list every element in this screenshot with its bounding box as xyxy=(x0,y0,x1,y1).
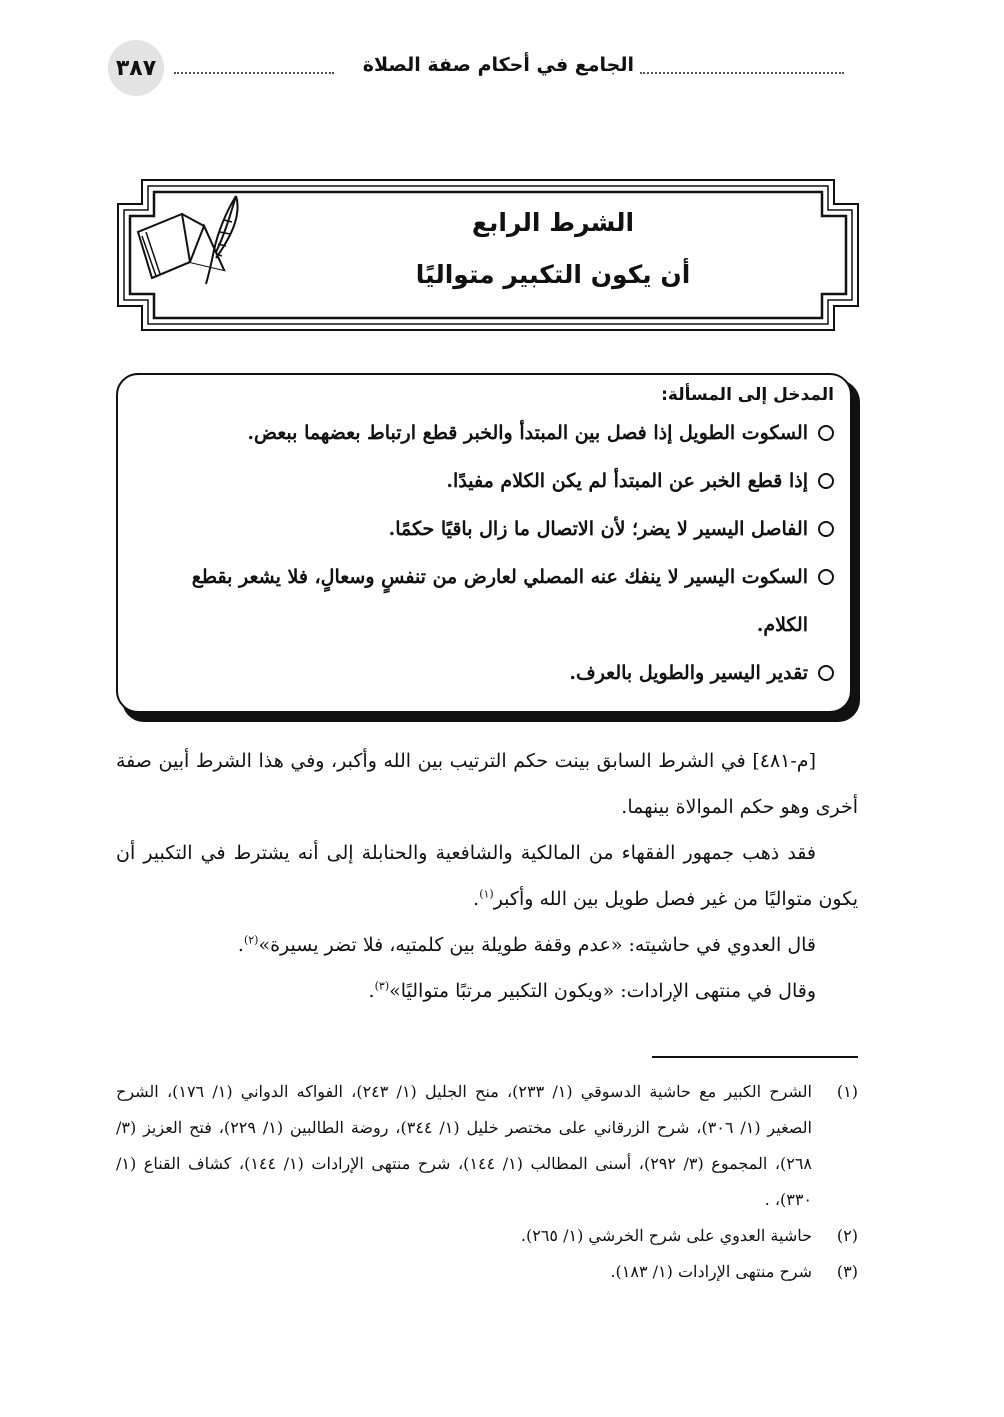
paragraph: وقال في منتهى الإرادات: «ويكون التكبير مرتبًا متواليًا»$^{(٣)}$. xyxy=(368,979,816,1002)
circle-bullet-icon xyxy=(818,665,834,681)
list-item: السكوت اليسير لا ينفك عنه المصلي لعارض من تنفسٍ وسعالٍ، فلا يشعر بقطع الكلام. xyxy=(136,553,834,649)
entry-heading: المدخل إلى المسألة: xyxy=(661,385,834,405)
footnote-text: الشرح الكبير مع حاشية الدسوقي (١/ ٢٣٣)، منح الجليل (١/ ٢٤٣)، الفواكه الدواني (١/ ١٧٦)، الشرح الصغير (١/ ٣٠٦)، شرح الزرقاني على مختصر خليل (١/ ٣٤٤)، روضة الطالبين (١/ ٢٢٩)، فتح العزيز (٣/ ٢٦٨)، المجموع (٣/ ٢٩٢)، أسنى المطالب (١/ ١٤٤)، شرح منتهى الإرادات (١/ ١٤٤)، كشاف القناع (١/ ٣٣٠)، . xyxy=(116,1082,813,1209)
paragraph: فقد ذهب جمهور الفقهاء من المالكية والشافعية والحنابلة إلى أنه يشترط في التكبير أن يكون متواليًا من غير فصل طويل بين الله وأكبر$^{(١)}$. xyxy=(116,842,858,910)
footnote-text: شرح منتهى الإرادات (١/ ١٨٣). xyxy=(610,1262,812,1281)
footnote-number: (١) xyxy=(836,1082,858,1101)
footnote-ref[interactable]: (٢) xyxy=(243,933,259,947)
page-header xyxy=(108,40,844,96)
section-title-frame xyxy=(116,178,860,332)
circle-bullet-icon xyxy=(818,473,834,489)
circle-bullet-icon xyxy=(818,569,834,585)
circle-bullet-icon xyxy=(818,425,834,441)
entry-list xyxy=(136,409,834,697)
book-quill-icon xyxy=(132,192,250,296)
section-title: الشرط الرابع xyxy=(471,208,635,237)
footnote-text: حاشية العدوي على شرح الخرشي (١/ ٢٦٥). xyxy=(520,1226,812,1245)
list-item: تقدير اليسير والطويل بالعرف. xyxy=(136,649,834,697)
footnote xyxy=(116,1218,858,1254)
header-dotted-line xyxy=(174,72,334,74)
paragraph: [م-٤٨١] في الشرط السابق بينت حكم الترتيب بين الله وأكبر، وفي هذا الشرط أبين صفة أخرى وهو حكم الموالاة بينهما. xyxy=(116,750,858,818)
entry-box xyxy=(116,373,852,713)
list-item: إذا قطع الخبر عن المبتدأ لم يكن الكلام مفيدًا. xyxy=(136,457,834,505)
page-number: ٣٨٧ xyxy=(108,40,164,96)
footnote-number: (٢) xyxy=(836,1226,858,1245)
circle-bullet-icon xyxy=(818,521,834,537)
section-subtitle: أن يكون التكبير متواليًا xyxy=(415,260,691,289)
footnote xyxy=(116,1074,858,1218)
paragraph: قال العدوي في حاشيته: «عدم وقفة طويلة بين كلمتيه، فلا تضر يسيرة»$^{(٢)}$. xyxy=(237,933,816,956)
body-text xyxy=(116,738,858,1014)
running-title: الجامع في أحكام صفة الصلاة xyxy=(362,54,634,76)
footnote-ref[interactable]: (١) xyxy=(479,887,494,901)
header-dotted-line xyxy=(640,72,844,74)
footnotes xyxy=(116,1074,858,1290)
list-item: السكوت الطويل إذا فصل بين المبتدأ والخبر قطع ارتباط بعضهما ببعض. xyxy=(136,409,834,457)
footnote xyxy=(116,1254,858,1290)
footnote-ref[interactable]: (٣) xyxy=(374,979,390,993)
footnote-separator xyxy=(652,1056,858,1058)
list-item: الفاصل اليسير لا يضر؛ لأن الاتصال ما زال باقيًا حكمًا. xyxy=(136,505,834,553)
footnote-number: (٣) xyxy=(836,1262,858,1281)
